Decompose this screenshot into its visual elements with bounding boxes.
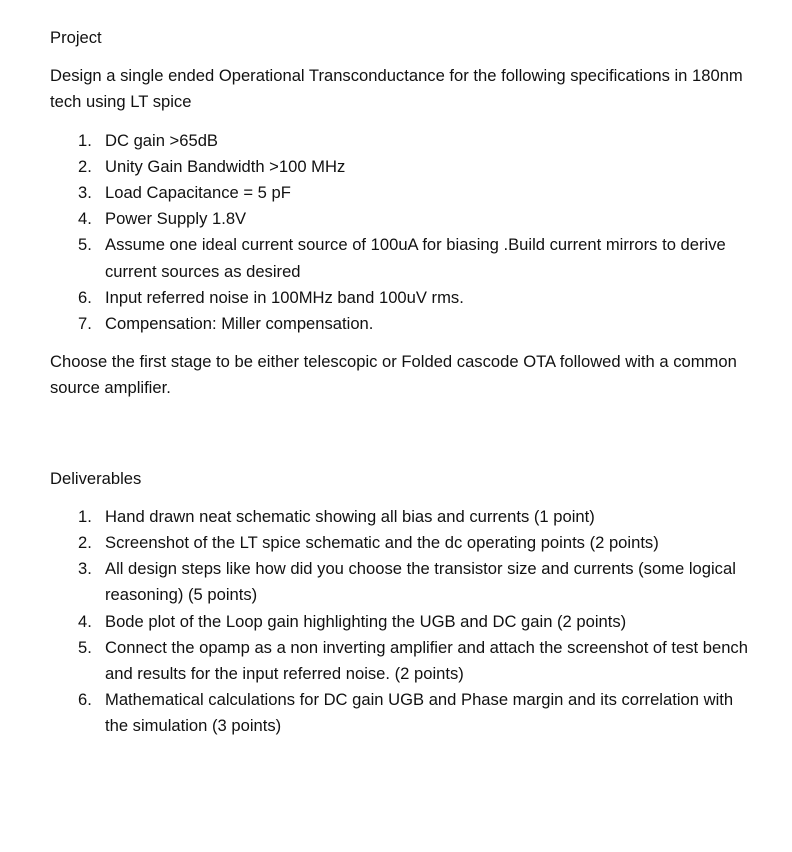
spacer bbox=[50, 414, 752, 466]
list-text: Input referred noise in 100MHz band 100uV rms. bbox=[105, 287, 464, 307]
list-item bbox=[50, 154, 750, 180]
list-text: Assume one ideal current source of 100uA for biasing .Build current mirrors to derive current sources as desired bbox=[105, 235, 726, 281]
list-text: DC gain >65dB bbox=[105, 130, 219, 150]
list-item bbox=[50, 556, 750, 608]
deliverables-heading: Deliverables bbox=[50, 468, 142, 488]
list-number: 1. bbox=[78, 130, 92, 150]
list-item bbox=[50, 232, 750, 284]
choice-paragraph: Choose the first stage to be either telescopic or Folded cascode OTA followed with a common source amplifier. bbox=[50, 352, 737, 398]
list-text: Compensation: Miller compensation. bbox=[105, 314, 374, 334]
deliverables-list bbox=[50, 504, 752, 740]
specs-list bbox=[50, 128, 752, 338]
list-text: Hand drawn neat schematic showing all bias and currents (1 point) bbox=[105, 506, 595, 526]
list-text: Power Supply 1.8V bbox=[105, 209, 247, 229]
list-number: 6. bbox=[78, 287, 92, 307]
list-number: 4. bbox=[78, 611, 92, 631]
list-number: 4. bbox=[78, 209, 92, 229]
intro-paragraph: Design a single ended Operational Transconductance for the following specifications in 180nm tech using LT spice bbox=[50, 66, 743, 112]
list-number: 5. bbox=[78, 637, 92, 657]
list-number: 2. bbox=[78, 156, 92, 176]
list-number: 3. bbox=[78, 559, 92, 579]
list-item bbox=[50, 687, 750, 739]
list-text: Load Capacitance = 5 pF bbox=[105, 183, 291, 203]
list-item bbox=[50, 128, 750, 154]
list-item bbox=[50, 206, 750, 232]
list-number: 5. bbox=[78, 235, 92, 255]
list-number: 2. bbox=[78, 533, 92, 553]
list-text: Unity Gain Bandwidth >100 MHz bbox=[105, 156, 346, 176]
list-number: 3. bbox=[78, 183, 92, 203]
list-number: 7. bbox=[78, 314, 92, 334]
list-item bbox=[50, 530, 750, 556]
document-title: Project bbox=[50, 28, 102, 47]
list-item bbox=[50, 285, 750, 311]
list-item bbox=[50, 180, 750, 206]
list-text: All design steps like how did you choose the transistor size and currents (some logical reasoning) (5 points) bbox=[105, 559, 736, 605]
list-text: Mathematical calculations for DC gain UGB and Phase margin and its correlation with the simulation (3 points) bbox=[105, 690, 734, 736]
list-text: Screenshot of the LT spice schematic and the dc operating points (2 points) bbox=[105, 533, 659, 553]
list-item bbox=[50, 311, 750, 337]
list-item bbox=[50, 504, 750, 530]
list-number: 6. bbox=[78, 690, 92, 710]
list-item bbox=[50, 635, 750, 687]
list-item bbox=[50, 609, 750, 635]
list-text: Bode plot of the Loop gain highlighting the UGB and DC gain (2 points) bbox=[105, 611, 627, 631]
list-text: Connect the opamp as a non inverting amplifier and attach the screenshot of test bench and results for the input referred noise. (2 points) bbox=[105, 637, 748, 684]
list-number: 1. bbox=[78, 506, 92, 526]
